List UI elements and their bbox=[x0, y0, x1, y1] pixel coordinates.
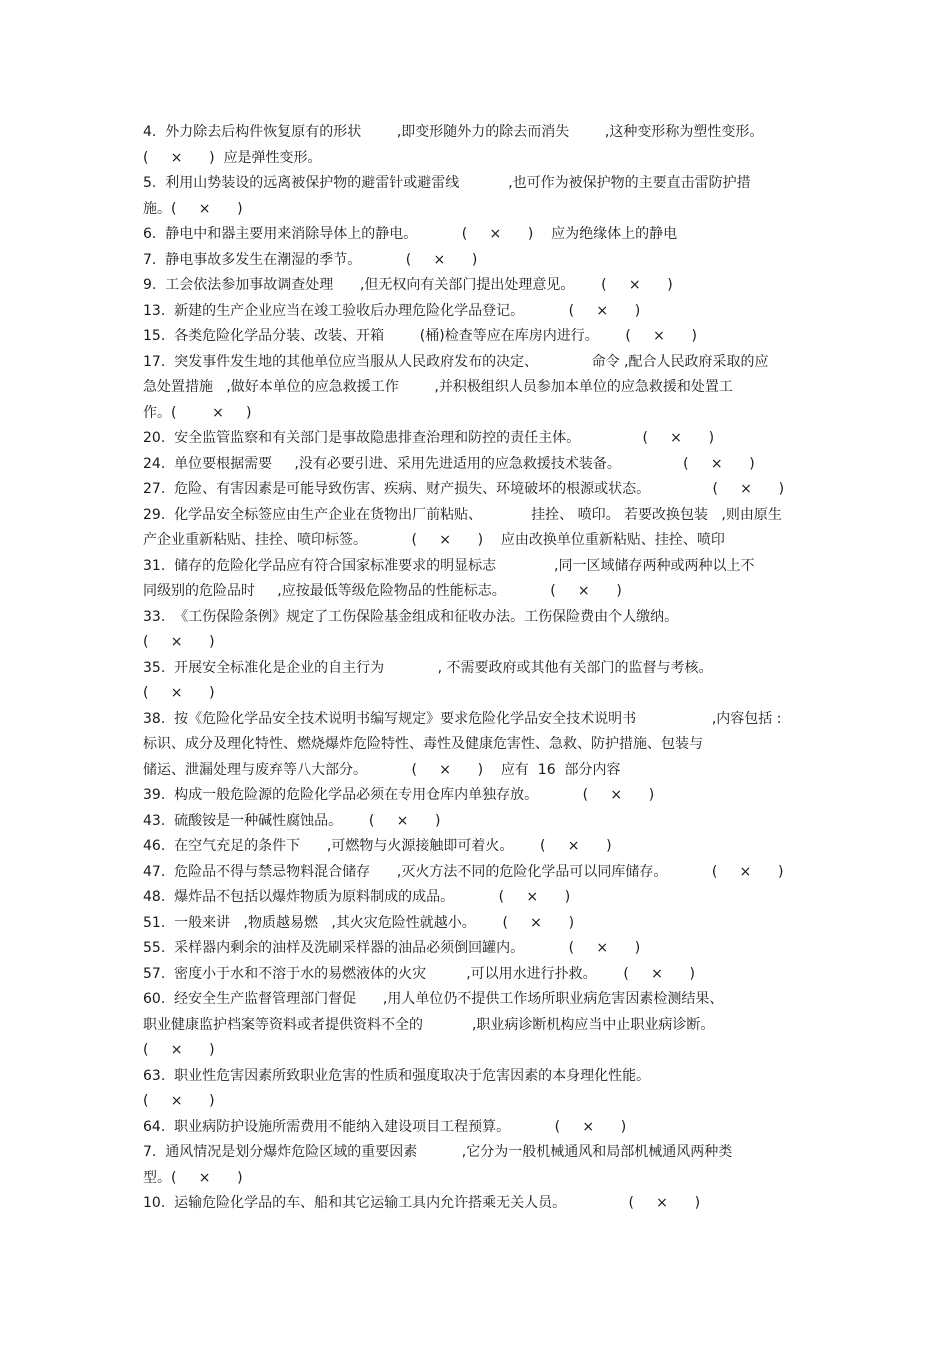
text-line: 作。( × ) bbox=[143, 404, 252, 421]
text-line: ( × ) 应是弹性变形。 bbox=[143, 149, 322, 166]
text-line: 64. 职业病防护设施所需费用不能纳入建设项目工程预算。 ( × ) bbox=[143, 1118, 627, 1135]
text-line: ( × ) bbox=[143, 1042, 215, 1058]
text-line: 31. 储存的危险化学品应有符合国家标准要求的明显标志 ,同一区域储存两种或两种以上不 bbox=[143, 557, 755, 574]
text-line: 7. 通风情况是划分爆炸危险区域的重要因素 ,它分为一般机械通风和局部机械通风两种类 bbox=[143, 1144, 733, 1160]
text-line: 17. 突发事件发生地的其他单位应当服从人民政府发布的决定、 命令 ,配合人民政府采取的应 bbox=[143, 353, 769, 370]
text-line: 46. 在空气充足的条件下 ,可燃物与火源接触即可着火。 ( × ) bbox=[143, 838, 612, 854]
text-line: 7. 静电事故多发生在潮湿的季节。 ( × ) bbox=[143, 251, 478, 268]
text-line: 60. 经安全生产监督管理部门督促 ,用人单位仍不提供工作场所职业病危害因素检测结果、 bbox=[143, 991, 724, 1007]
text-line: 标识、成分及理化特性、燃烧爆炸危险特性、毒性及健康危害性、急救、防护措施、包装与 bbox=[143, 736, 703, 752]
text-line: 同级别的危险品时 ,应按最低等级危险物品的性能标志。 ( × ) bbox=[143, 583, 622, 599]
text-line: 产企业重新粘贴、挂拴、喷印标签。 ( × ) 应由改换单位重新粘贴、挂拴、喷印 bbox=[143, 532, 725, 548]
text-line: 24. 单位要根据需要 ,没有必要引进、采用先进适用的应急救援技术装备。 ( × ) bbox=[143, 455, 755, 472]
text-line: ( × ) bbox=[143, 685, 215, 701]
text-line: ( × ) bbox=[143, 1093, 215, 1109]
text-line: 33. 《工伤保险条例》规定了工伤保险基金组成和征收办法。工伤保险费由个人缴纳。 bbox=[143, 608, 679, 625]
text-line: 4. 外力除去后构件恢复原有的形状 ,即变形随外力的除去而消失 ,这种变形称为塑性变形。 bbox=[143, 124, 764, 140]
text-line: 10. 运输危险化学品的车、船和其它运输工具内允许搭乘无关人员。 ( × ) bbox=[143, 1195, 701, 1211]
text-line: 15. 各类危险化学品分装、改装、开箱 (桶)检查等应在库房内进行。 ( × ) bbox=[143, 328, 697, 344]
text-line: 48. 爆炸品不包括以爆炸物质为原料制成的成品。 ( × ) bbox=[143, 889, 571, 905]
text-line: 47. 危险品不得与禁忌物料混合储存 ,灭火方法不同的危险化学品可以同库储存。 ( × ) bbox=[143, 863, 784, 880]
text-line: 38. 按《危险化学品安全技术说明书编写规定》要求危险化学品安全技术说明书 ,内容包括 : bbox=[143, 710, 782, 727]
text-line: 储运、泄漏处理与废弃等八大部分。 ( × ) 应有 16 部分内容 bbox=[143, 761, 621, 778]
text-line: 29. 化学品安全标签应由生产企业在货物出厂前粘贴、 挂拴、 喷印。 若要改换包装 ,则由原生 bbox=[143, 506, 782, 523]
text-line: 35. 开展安全标准化是企业的自主行为 , 不需要政府或其他有关部门的监督与考核。 bbox=[143, 659, 713, 676]
text-line: 57. 密度小于水和不溶于水的易燃液体的火灾 ,可以用水进行扑救。 ( × ) bbox=[143, 965, 695, 982]
text-line: 51. 一般来讲 ,物质越易燃 ,其火灾危险性就越小。 ( × ) bbox=[143, 914, 575, 931]
text-line: 55. 采样器内剩余的油样及洗刷采样器的油品必须倒回罐内。 ( × ) bbox=[143, 940, 641, 956]
text-line: 13. 新建的生产企业应当在竣工验收后办理危险化学品登记。 ( × ) bbox=[143, 302, 641, 319]
text-line: 6. 静电中和器主要用来消除导体上的静电。 ( × ) 应为绝缘体上的静电 bbox=[143, 226, 678, 242]
text-line: ( × ) bbox=[143, 634, 215, 650]
text-line: 型。( × ) bbox=[143, 1169, 243, 1186]
text-line: 5. 利用山势装设的远离被保护物的避雷针或避雷线 ,也可作为被保护物的主要直击雷防护措 bbox=[143, 175, 751, 191]
text-line: 27. 危险、有害因素是可能导致伤害、疾病、财产损失、环境破坏的根源或状态。 ( × ) bbox=[143, 481, 785, 497]
text-line: 施。( × ) bbox=[143, 200, 243, 217]
text-line: 43. 硫酸铵是一种碱性腐蚀品。 ( × ) bbox=[143, 812, 441, 829]
text-line: 20. 安全监管监察和有关部门是事故隐患排查治理和防控的责任主体。 ( × ) bbox=[143, 430, 715, 446]
text-line: 9. 工会依法参加事故调查处理 ,但无权向有关部门提出处理意见。 ( × ) bbox=[143, 277, 673, 293]
question-list bbox=[143, 120, 823, 1217]
text-line: 39. 构成一般危险源的危险化学品必须在专用仓库内单独存放。 ( × ) bbox=[143, 787, 655, 803]
text-line: 急处置措施 ,做好本单位的应急救援工作 ,并积极组织人员参加本单位的应急救援和处置工 bbox=[143, 379, 733, 395]
text-line: 63. 职业性危害因素所致职业危害的性质和强度取决于危害因素的本身理化性能。 bbox=[143, 1067, 651, 1084]
text-line: 职业健康监护档案等资料或者提供资料不全的 ,职业病诊断机构应当中止职业病诊断。 bbox=[143, 1016, 715, 1033]
